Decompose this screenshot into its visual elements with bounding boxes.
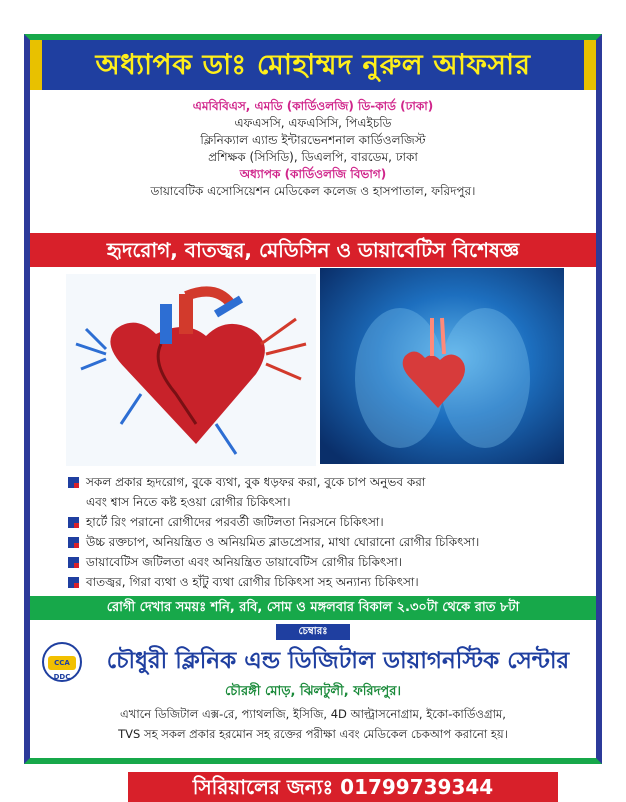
list-item-text: সকল প্রকার হৃদরোগ, বুকে ব্যথা, বুক ধড়ফর করা, বুকে চাপ অনুভব করা [86,475,426,489]
clinic-address: চৌরঙ্গী মোড়, ঝিলটুলী, ফরিদপুর। [224,684,402,699]
services-line: এখানে ডিজিটাল এক্স-রে, প্যাথলজি, ইসিজি, 4D আল্ট্রাসনোগ্রাম, ইকো-কার্ডিওগ্রাম, [120,707,506,721]
list-item [66,512,586,532]
list-item-text: ডায়াবেটিস জটিলতা এবং অনিয়ন্ত্রিত ডায়াবেটিস রোগীর চিকিৎসা। [86,555,403,569]
list-item-text: বাতজ্বর, গিরা ব্যথা ও হাঁটু ব্যথা রোগীর চিকিৎসা সহ অন্যান্য চিকিৎসা। [86,575,419,589]
credential-line: অধ্যাপক (কার্ডিওলজি বিভাগ) [239,167,387,181]
credential-line: প্রশিক্ষক (সিসিডি), ডিএলপি, বারডেম, ঢাকা [208,150,418,164]
heart-anatomy-icon [66,274,316,466]
clinic-logo [42,642,82,682]
doctor-name-title: অধ্যাপক ডাঃ মোহাম্মদ নুরুল আফসার [95,48,531,81]
list-item-text: এবং শ্বাস নিতে কষ্ট হওয়া রোগীর চিকিৎসা। [86,495,291,509]
specialty-heading: হৃদরোগ, বাতজ্বর, মেডিসিন ও ডায়াবেটিস বিশেষজ্ঞ [106,238,520,262]
credential-line: ক্লিনিক্যাল এ্যান্ড ইন্টারভেনশনাল কার্ডিওলজিস্ট [200,133,426,147]
list-item [66,572,586,592]
chamber-label: চেম্বারঃ [276,624,350,640]
list-item-text: উচ্চ রক্তচাপ, অনিয়ন্ত্রিত ও অনিয়মিত ব্লাডপ্রেসার, মাথা ঘোরানো রোগীর চিকিৎসা। [86,535,480,549]
bullet-square-icon [68,477,79,488]
bullet-square-icon [68,517,79,528]
schedule-text: রোগী দেখার সময়ঃ শনি, রবি, সোম ও মঙ্গলবার বিকাল ২.৩০টা থেকে রাত ৮টা [106,600,520,615]
credential-line: ডায়াবেটিক এসোসিয়েশন মেডিকেল কলেজ ও হাসপাতাল, ফরিদপুর। [150,184,476,198]
services-line: TVS সহ সকল প্রকার হরমোন সহ রক্তের পরীক্ষা এবং মেডিকেল চেকআপ করানো হয়। [118,727,508,741]
bullet-square-icon [68,577,79,588]
list-item-text: হার্টে রিং পরানো রোগীদের পরবর্তী জটিলতা নিরসনে চিকিৎসা। [86,515,384,529]
list-item [66,552,586,572]
list-item [66,472,586,512]
treatment-list [66,472,586,592]
chest-xray-heart-illustration [320,268,564,464]
credential-line: এমবিবিএস, এমডি (কার্ডিওলজি) ডি-কার্ড (ঢাকা) [192,99,434,113]
bullet-square-icon [68,557,79,568]
heart-anatomy-illustration [66,274,316,466]
chest-heart-icon [320,268,564,464]
poster-frame [24,34,602,799]
clinic-logo-text: CCA DDC [48,656,76,670]
serial-phone: সিরিয়ালের জন্যঃ 01799739344 [192,775,494,799]
bullet-square-icon [68,537,79,548]
credential-line: এফএসসি, এফএসিসি, পিএইচডি [234,116,392,130]
credentials-block [30,98,596,200]
services-text [36,704,590,744]
clinic-name: চৌধুরী ক্লিনিক এন্ড ডিজিটাল ডায়াগনস্টিক সেন্টার [106,648,570,674]
list-item [66,532,586,552]
